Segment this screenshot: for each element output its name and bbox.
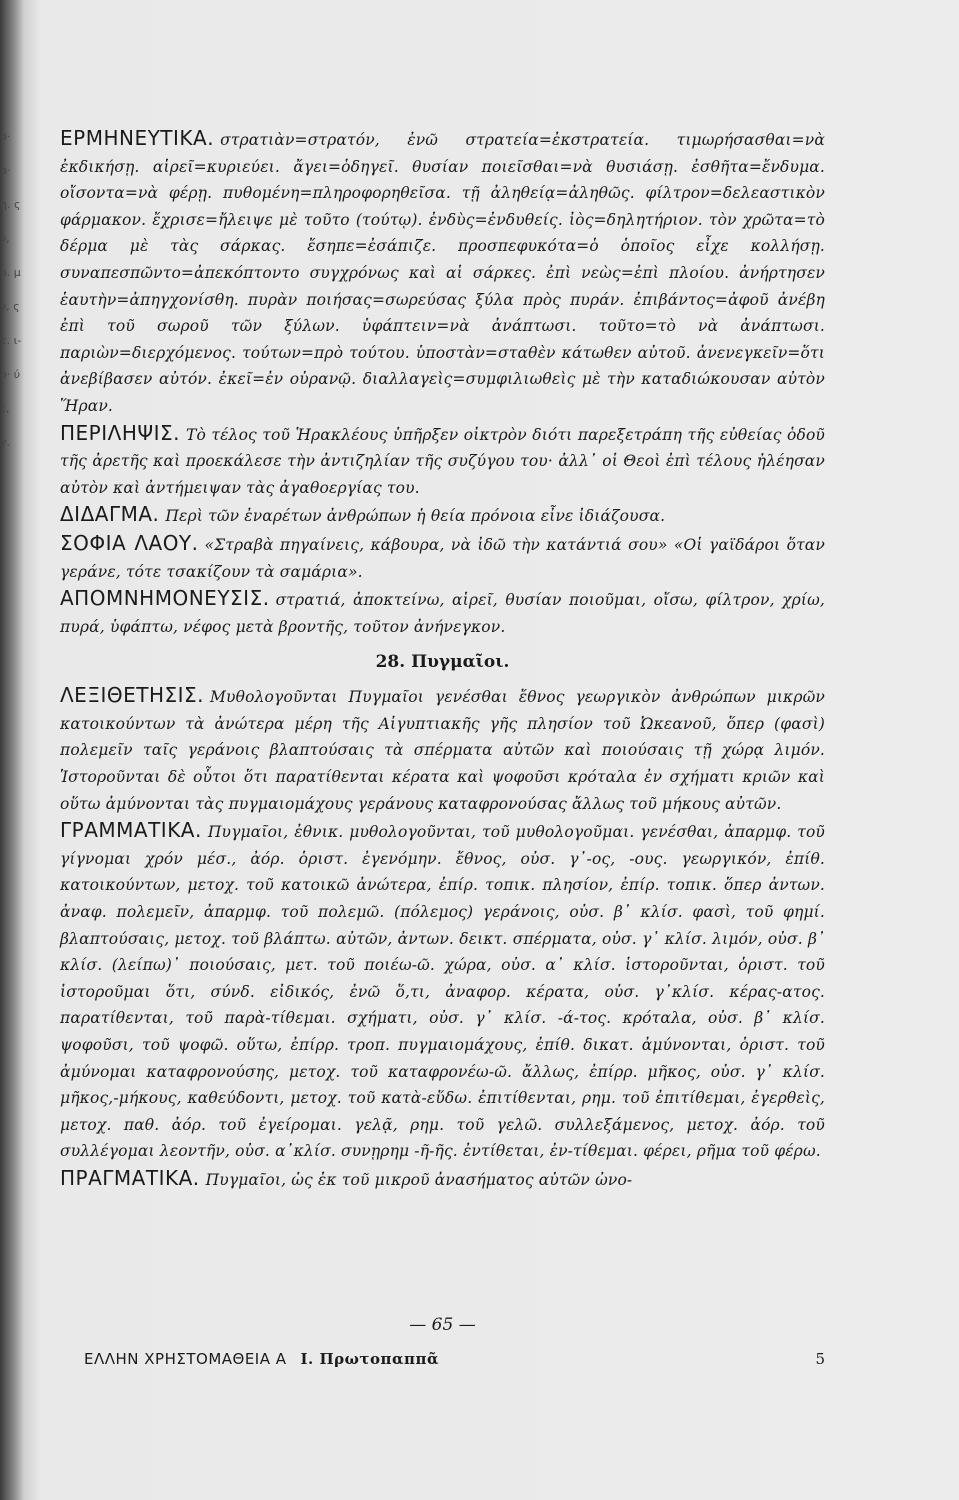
book-page [60,125,825,1465]
previous-page-margin [0,120,22,1020]
page-number: — 65 — [409,1315,476,1335]
heading-ermineutika: ΕΡΜΗΝΕΥΤΙΚΑ. [60,126,215,150]
text-lexithetisis: Μυθολογοῦνται Πυγμαῖοι γενέσθαι ἔθνος γεωργικὸν ἀνθρώπων μικρῶν κατοικούντων τὰ ἀνώτερα μέρη τῆς Αἰγυπτιακῆς γῆς πλησίον τοῦ Ὠκεανοῦ, ὅπερ (φασὶ) πολεμεῖν ταῖς γεράνοις βλαπτούσαις τὰ σπέρματα αὐτῶν καὶ ποιούσαις τῇ χώρᾳ λιμόν. Ἱστοροῦνται δὲ οὗτοι ὅτι παρατίθενται κέρατα καὶ ψοφοῦσι κρόταλα ἐν σχήματι κριῶν καὶ οὕτω ἀμύνονται τὰς πυγμαιομάχους γεράνους καταφρονούσας ἄλλως τοῦ μήκους αὐτῶν. [60,688,825,813]
heading-grammatika: ΓΡΑΜΜΑΤΙΚΑ. [60,818,202,843]
text-apomnimoneusis: στρατιά, ἀποκτείνω, αἱρεῖ, θυσίαν ποιοῦμαι, οἴσω, φίλτρον, χρίω, πυρά, ὑφάπτω, νέφος μετὰ βροντῆς, τοῦτον ἀνήνεγκον. [60,591,825,636]
footer-sheet-number: 5 [815,1350,825,1368]
text-perilipsis: Τὸ τέλος τοῦ Ἡρακλέους ὑπῆρξεν οἰκτρὸν διότι παρεξετράπη τῆς εὐθείας ὁδοῦ τῆς ἀρετῆς καὶ προεκάλεσε τὴν ἀντιζηλίαν τῆς συζύγου του· ἀλλ᾽ οἱ Θεοὶ ἐπὶ τέλους ἠλέησαν αὐτὸν καὶ ἀντήμειψαν τὰς ἀγαθοεργίας του. [60,425,825,497]
section-title: 28. Πυγμαῖοι. [375,652,510,673]
paragraph-grammatika [60,817,825,1165]
heading-pragmatika: ΠΡΑΓΜΑΤΙΚΑ. [60,1165,200,1190]
paragraph-apomnimoneusis [60,585,825,640]
block-1 [60,125,825,640]
heading-lexithetisis: ΛΕΞΙΘΕΤΗΣΙΣ. [60,683,205,708]
text-didagma: Περὶ τῶν ἐναρέτων ἀνθρώπων ἡ θεία πρόνοια εἶνε ἰδιάζουσα. [165,507,666,526]
footer-author: Ι. Πρωτοπαππᾶ [300,1350,440,1368]
heading-apomnimoneusis: ΑΠΟΜΝΗΜΟΝΕΥΣΙΣ. [60,586,270,611]
paragraph-pragmatika [60,1165,825,1194]
paragraph-perilipsis [60,420,825,502]
previous-page-fragment: ο· ρ· η. ς ν, ο. μ ν, ς τ. ι- ο· ύ ε, γ. [0,130,22,449]
paragraph-lexithetisis [60,682,825,817]
signature-line [84,1350,825,1368]
paragraph-ermineutika [60,125,825,420]
footer-book-info [84,1350,439,1368]
paragraph-didagma [60,501,825,530]
heading-perilipsis: ΠΕΡΙΛΗΨΙΣ. [60,420,180,445]
text-grammatika: Πυγμαῖοι, ἐθνικ. μυθολογοῦνται, τοῦ μυθολογοῦμαι. γενέσθαι, ἀπαρμφ. τοῦ γίγνομαι χρόν μέσ., ἀόρ. ὁριστ. ἐγενόμην. ἔθνος, οὐσ. γ᾽-ος, -ους. γεωργικόν, ἐπίθ. κατοικούντων, μετοχ. τοῦ κατοικῶ ἀνώτερα, ἐπίρ. τοπικ. πλησίον, ἐπίρ. τοπικ. ὅπερ ἀντων. ἀναφ. πολεμεῖν, ἀπαρμφ. τοῦ πολεμῶ. (πόλεμος) γεράνοις, οὐσ. β᾽ κλίσ. φασὶ, τοῦ φημί. βλαπτούσαις, μετοχ. τοῦ βλάπτω. αὐτῶν, ἀντων. δεικτ. σπέρματα, οὐσ. γ᾽ κλίσ. λιμόν, οὐσ. β᾽ κλίσ. (λείπω)᾽ ποιούσαις, μετ. τοῦ ποιέω-ῶ. χώρα, οὐσ. α᾽ κλίσ. ἱστοροῦνται, ὁριστ. τοῦ ἱστοροῦμαι ὅτι, σύνδ. εἰδικός, ἐνῶ ὅ,τι, ἀναφορ. κέρατα, οὐσ. γ᾽κλίσ. κέρας-ατος. παρατίθενται, τοῦ παρὰ-τίθεμαι. σχήματι, οὐσ. γ᾽ κλίσ. -ά-τος. κρόταλα, οὐσ. β᾽ κλίσ. ψοφοῦσι, τοῦ ψοφῶ. οὕτω, ἐπίρρ. τροπ. πυγμαιομάχους, ἐπίθ. δικατ. ἀμύνονται, ὁριστ. τοῦ ἀμύνομαι καταφρονούσης, μετοχ. τοῦ καταφρονέω-ῶ. ἄλλως, ἐπίρρ. μῆκος, οὐσ. γ᾽ κλίσ. μῆκος,-μήκους, καθεύδοντι, μετοχ. τοῦ κατὰ-εὕδω. ἐπιτίθενται, ρημ. τοῦ ἐπιτίθεμαι, ἐγερθεὶς, μετοχ. παθ. ἀόρ. τοῦ ἐγείρομαι. γελᾷ, ρημ. τοῦ γελῶ. συλλεξάμενος, μετοχ. ἀόρ. τοῦ συλλέγομαι λεοντῆν, οὐσ. α᾽κλίσ. συνῃρημ -ῆ-ῆς. ἐντίθεται, ἐν-τίθεμαι. φέρει, ρῆμα τοῦ φέρω. [60,823,825,1161]
heading-didagma: ΔΙΔΑΓΜΑ. [60,502,160,527]
text-ermineutika: στρατιὰν=στρατόν, ἐνῶ στρατεία=ἐκστρατεία. τιμωρήσασθαι=νὰ ἐκδικήσῃ. αἱρεῖ=κυριεύει. ἄγει=ὁδηγεῖ. θυσίαν ποιεῖσθαι=νὰ θυσιάσῃ. ἐσθῆτα=ἔνδυμα. οἴσοντα=νὰ φέρῃ. πυθομένη=πληροφορηθεῖσα. τῇ ἀληθείᾳ=ἀληθῶς. φίλτρον=δελεαστικὸν φάρμακον. ἔχρισε=ἤλειψε μὲ τοῦτο (τούτῳ). ἐνδὺς=ἐνδυθείς. ἰὸς=δηλητήριον. τὸν χρῶτα=τὸ δέρμα μὲ τὰς σάρκας. ἔσηπε=ἐσάπιζε. προσπεφυκότα=ὁ ὁποῖος εἶχε κολλήσῃ. συναπεσπῶντο=ἀπεκόπτοντο συγχρόνως καὶ αἱ σάρκες. ἐπὶ νεὼς=ἐπὶ πλοίου. ἀνήρτησεν ἑαυτὴν=ἀπηγχονίσθη. πυρὰν ποιήσας=σωρεύσας ξύλα πρὸς πυράν. ἐπιβάντος=ἀφοῦ ἀνέβη ἐπὶ τοῦ σωροῦ τῶν ξύλων. ὑφάπτειν=νὰ ἀνάπτωσι. τοῦτο=τὸ νὰ ἀνάπτωσι. παριὼν=διερχόμενος. τούτων=πρὸ τούτου. ὑποστὰν=σταθὲν κάτωθεν αὐτοῦ. ἀνενεγκεῖν=ὅτι ἀνεβίβασεν αὐτόν. ἐκεῖ=ἐν οὐρανῷ. διαλλαγεὶς=συμφιλιωθεὶς μὲ τὴν καταδιώκουσαν αὐτὸν Ἥραν. [60,131,825,415]
footer-book-title: ΕΛΛΗΝ ΧΡΗΣΤΟΜΑΘΕΙΑ Α [84,1350,287,1368]
heading-sofia-laou: ΣΟΦΙΑ ΛΑΟΥ. [60,530,199,555]
text-sofia-laou: «Στραβὰ πηγαίνεις, κάβουρα, νὰ ἰδῶ τὴν κατάντιά σου» «Οἱ γαϊδάροι ὅταν γεράνε, τότε τσακίζουν τὰ σαμάρια». [60,535,825,581]
text-pragmatika: Πυγμαῖοι, ὡς ἐκ τοῦ μικροῦ ἀνασήματος αὐτῶν ὠνο- [205,1170,633,1189]
paragraph-sofia-laou [60,530,825,585]
block-2 [60,682,825,1193]
